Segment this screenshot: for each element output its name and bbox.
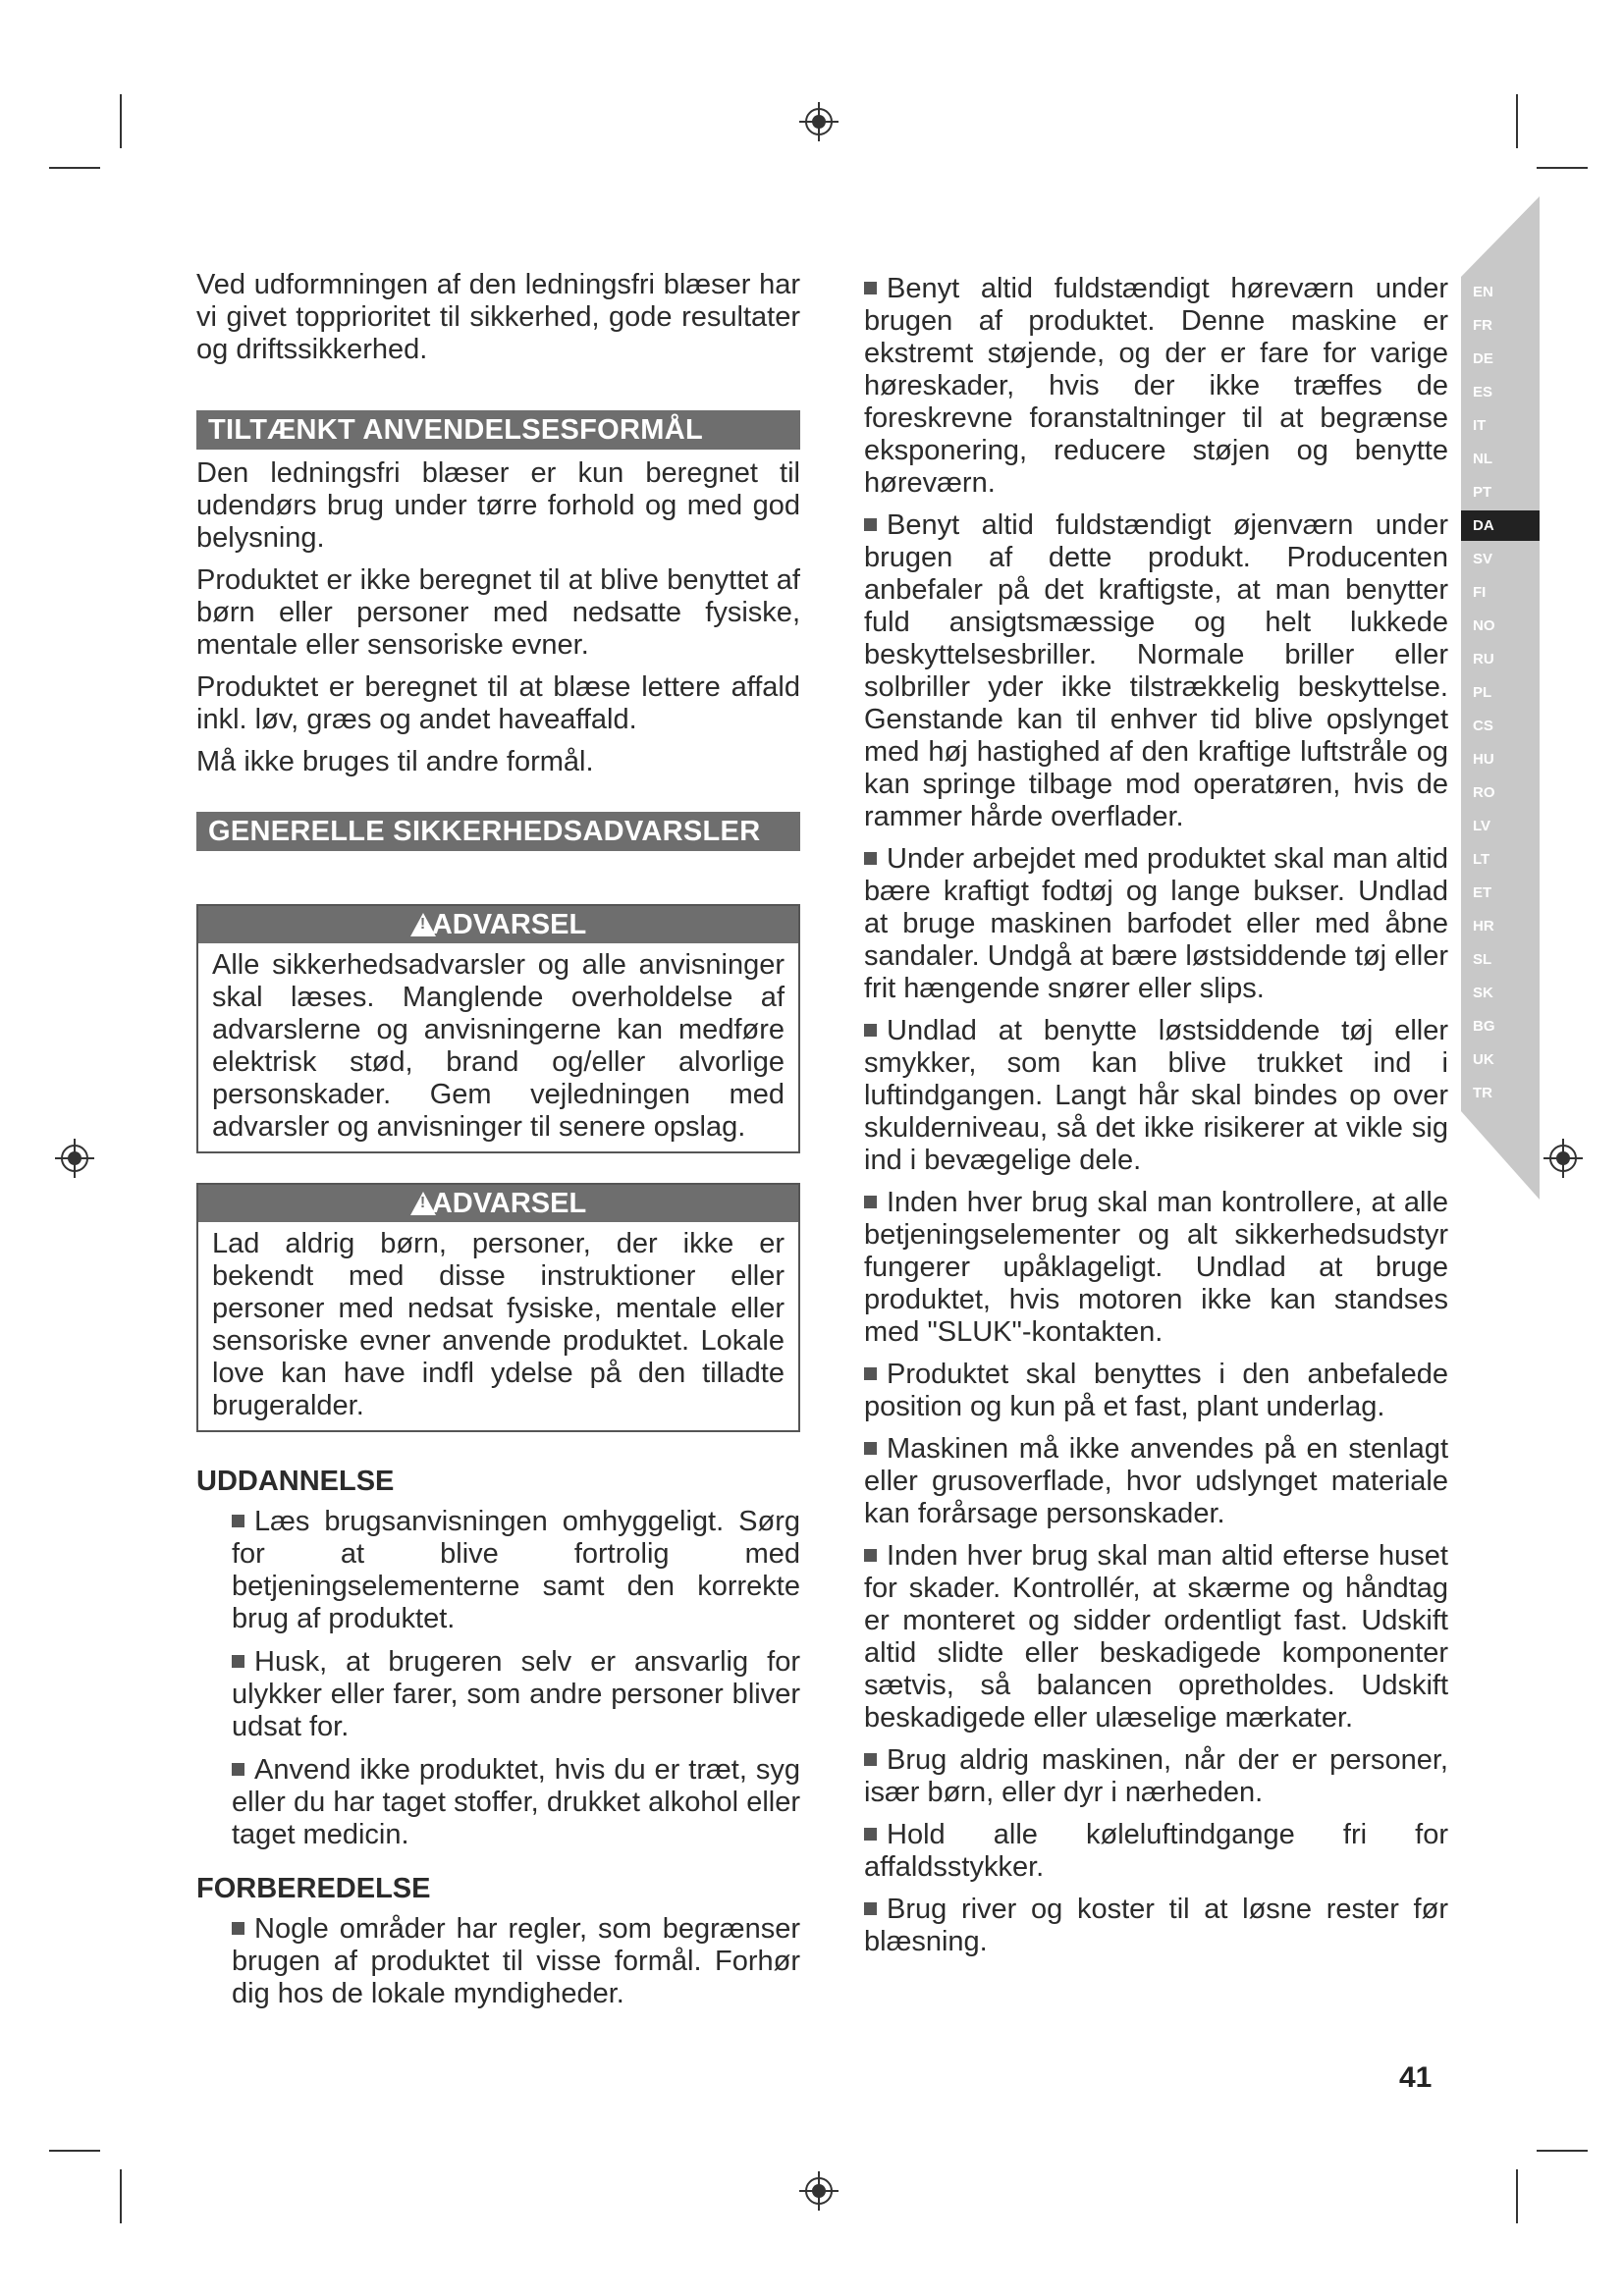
bullet-square-icon: [864, 1196, 877, 1208]
bullet-square-icon: [864, 1753, 877, 1766]
intended-use-paragraph: Produktet er ikke beregnet til at blive benyttet af børn eller personer med nedsatte fysiske, mentale eller sensoriske evner.: [196, 564, 800, 661]
language-tab-item-nl: NL: [1473, 451, 1492, 467]
crop-mark-br-v: [1516, 2169, 1518, 2223]
subheading-training: UDDANNELSE: [196, 1466, 395, 1497]
language-tab-item-ru: RU: [1473, 651, 1494, 667]
language-tab-bottom: [1461, 1111, 1540, 1200]
list-item: Hold alle køleluftindgange fri for affaldsstykker.: [864, 1819, 1448, 1883]
language-tab-item-sl: SL: [1473, 951, 1492, 968]
crop-mark-bl-v: [120, 2169, 122, 2223]
list-item: Nogle områder har regler, som begrænser brugen af produktet til visse formål. Forhør dig hos de lokale myndigheder.: [232, 1913, 800, 2009]
intended-use-paragraph: Den ledningsfri blæser er kun beregnet til udendørs brug under tørre forhold og med god belysning.: [196, 457, 800, 554]
list-item: Under arbejdet med produktet skal man altid bære kraftigt fodtøj og lange bukser. Undlad at bruge maskinen barfodet eller med åbne sandaler. Undgå at bære løstsiddende tøj eller frit hængende snører eller slips.: [864, 843, 1448, 1004]
bullet-square-icon: [864, 1902, 877, 1915]
list-item: Inden hver brug skal man kontrollere, at alle betjeningselementer og alt sikkerhedsudstyr fungerer upåklageligt. Undlad at bruge produktet, hvis motoren ikke kan standses med "SLUK"-kontakten.: [864, 1187, 1448, 1348]
training-list: [196, 1506, 800, 1851]
intended-use-paragraph: Må ikke bruges til andre formål.: [196, 746, 594, 777]
warning-box: [196, 1183, 800, 1432]
registration-mark-top: [799, 102, 839, 141]
bullet-square-icon: [864, 1549, 877, 1562]
language-tab: [1461, 196, 1540, 1207]
right-column: [864, 273, 1448, 1968]
list-item: Brug aldrig maskinen, når der er personer, især børn, eller dyr i nærheden.: [864, 1744, 1448, 1808]
preparation-list: [196, 1913, 800, 2010]
language-tab-item-es: ES: [1473, 384, 1493, 400]
intro-paragraph: Ved udformningen af den ledningsfri blæser har vi givet topprioritet til sikkerhed, gode resultater og driftssikkerhed.: [196, 269, 800, 365]
language-tab-item-lv: LV: [1473, 818, 1491, 834]
language-tab-item-da: DA: [1461, 510, 1540, 541]
warning-text: Alle sikkerhedsadvarsler og alle anvisninger skal læses. Manglende overholdelse af advarslerne og anvisningerne kan medføre elektrisk stød, brand og/eller alvorlige personskader. Gem vejledningen med advarsler og anvisninger til senere opslag.: [212, 949, 785, 1143]
list-item: Læs brugsanvisningen omhyggeligt. Sørg for at blive fortrolig med betjeningselementerne samt den korrekte brug af produktet.: [232, 1506, 800, 1634]
list-item: Benyt altid fuldstændigt øjenværn under brugen af dette produkt. Producenten anbefaler på det kraftigste, at man benytter fuld ansigtsmæssige og helt lukkede beskyttelsesbriller. Normale briller eller solbriller yder ikke tilstrækkelig beskyttelse. Genstande kan til enhver tid blive opslynget med høj hastighed af den kraftige luftstråle og kan springe tilbage mod operatøren, hvis de rammer hårde overflader.: [864, 509, 1448, 832]
bullet-square-icon: [232, 1763, 244, 1776]
registration-mark-left: [55, 1139, 94, 1178]
language-tab-top: [1461, 196, 1540, 277]
crop-mark-tl-v: [120, 94, 122, 148]
language-tab-item-fr: FR: [1473, 317, 1492, 334]
bullet-square-icon: [864, 1024, 877, 1037]
intended-use-paragraph: Produktet er beregnet til at blæse lettere affald inkl. løv, græs og andet haveaffald.: [196, 671, 800, 735]
section-heading-general-safety: GENERELLE SIKKERHEDSADVARSLER: [196, 812, 800, 851]
crop-mark-br-h: [1537, 2150, 1588, 2152]
language-tab-item-ro: RO: [1473, 784, 1495, 801]
list-item: Produktet skal benyttes i den anbefalede position og kun på et fast, plant underlag.: [864, 1359, 1448, 1422]
language-list: [1461, 277, 1540, 1111]
safety-list: [864, 273, 1448, 1958]
warning-text: Lad aldrig børn, personer, der ikke er bekendt med disse instruktioner eller personer med nedsat fysiske, mentale eller sensoriske evner anvende produktet. Lokale love kan have indfl ydelse på den tilladte brugeralder.: [212, 1228, 785, 1421]
crop-mark-tl-h: [49, 167, 100, 169]
language-tab-item-fi: FI: [1473, 584, 1487, 601]
bullet-square-icon: [232, 1655, 244, 1668]
language-tab-item-no: NO: [1473, 617, 1495, 634]
language-tab-item-de: DE: [1473, 350, 1493, 367]
language-tab-item-pl: PL: [1473, 684, 1492, 701]
section-heading-intended-use: TILTÆNKT ANVENDELSESFORMÅL: [196, 410, 800, 450]
bullet-square-icon: [864, 1828, 877, 1841]
language-tab-item-uk: UK: [1473, 1051, 1494, 1068]
page-number: 41: [1399, 2061, 1433, 2094]
language-tab-item-cs: CS: [1473, 718, 1493, 734]
language-tab-item-hu: HU: [1473, 751, 1494, 768]
list-item: Maskinen må ikke anvendes på en stenlagt eller grusoverflade, hvor udslynget materiale kan forårsage personskader.: [864, 1433, 1448, 1529]
list-item: Husk, at brugeren selv er ansvarlig for ulykker eller farer, som andre personer bliver udsat for.: [232, 1646, 800, 1742]
crop-mark-tr-v: [1516, 94, 1518, 148]
bullet-square-icon: [864, 1367, 877, 1380]
list-item: Brug river og koster til at løsne rester før blæsning.: [864, 1894, 1448, 1957]
registration-mark-right: [1543, 1139, 1583, 1178]
language-tab-item-sk: SK: [1473, 985, 1493, 1001]
list-item: Benyt altid fuldstændigt høreværn under brugen af produktet. Denne maskine er ekstremt støjende, og der er fare for varige høreskader, hvis der ikke træffes de foreskrevne foranstaltninger til at begrænse eksponering, reducere støjen og benytte høreværn.: [864, 273, 1448, 499]
language-tab-item-tr: TR: [1473, 1085, 1492, 1101]
language-tab-item-bg: BG: [1473, 1018, 1495, 1035]
bullet-square-icon: [864, 852, 877, 865]
left-column: [196, 269, 800, 2021]
crop-mark-tr-h: [1537, 167, 1588, 169]
list-item: Undlad at benytte løstsiddende tøj eller smykker, som kan blive trukket ind i luftindgangen. Langt hår skal bindes op over skulderniveau, så det ikke risikerer at vikle sig ind i bevægelige dele.: [864, 1015, 1448, 1176]
language-tab-item-lt: LT: [1473, 851, 1490, 868]
warning-triangle-icon: [410, 1192, 436, 1215]
list-item: Anvend ikke produktet, hvis du er træt, syg eller du har taget stoffer, drukket alkohol eller taget medicin.: [232, 1754, 800, 1850]
language-tab-item-it: IT: [1473, 417, 1487, 434]
language-tab-item-en: EN: [1473, 284, 1493, 300]
warning-box: [196, 904, 800, 1153]
crop-mark-bl-h: [49, 2150, 100, 2152]
language-tab-item-et: ET: [1473, 884, 1492, 901]
warning-header: [198, 906, 798, 943]
bullet-square-icon: [864, 518, 877, 531]
bullet-square-icon: [864, 282, 877, 294]
bullet-square-icon: [232, 1922, 244, 1935]
subheading-preparation: FORBEREDELSE: [196, 1873, 431, 1904]
warning-triangle-icon: [410, 913, 436, 936]
warning-header: [198, 1185, 798, 1222]
registration-mark-bottom: [799, 2171, 839, 2211]
language-tab-item-sv: SV: [1473, 551, 1493, 567]
bullet-square-icon: [232, 1515, 244, 1527]
language-tab-item-pt: PT: [1473, 484, 1492, 501]
warning-title: ADVARSEL: [431, 1188, 587, 1219]
warning-title: ADVARSEL: [431, 909, 587, 940]
bullet-square-icon: [864, 1442, 877, 1455]
list-item: Inden hver brug skal man altid efterse huset for skader. Kontrollér, at skærme og håndtag er monteret og sidder ordentligt fast. Udskift altid slidte eller beskadigede komponenter sætvis, så balancen opretholdes. Udskift beskadigede eller ulæselige mærkater.: [864, 1540, 1448, 1734]
language-tab-item-hr: HR: [1473, 918, 1494, 934]
